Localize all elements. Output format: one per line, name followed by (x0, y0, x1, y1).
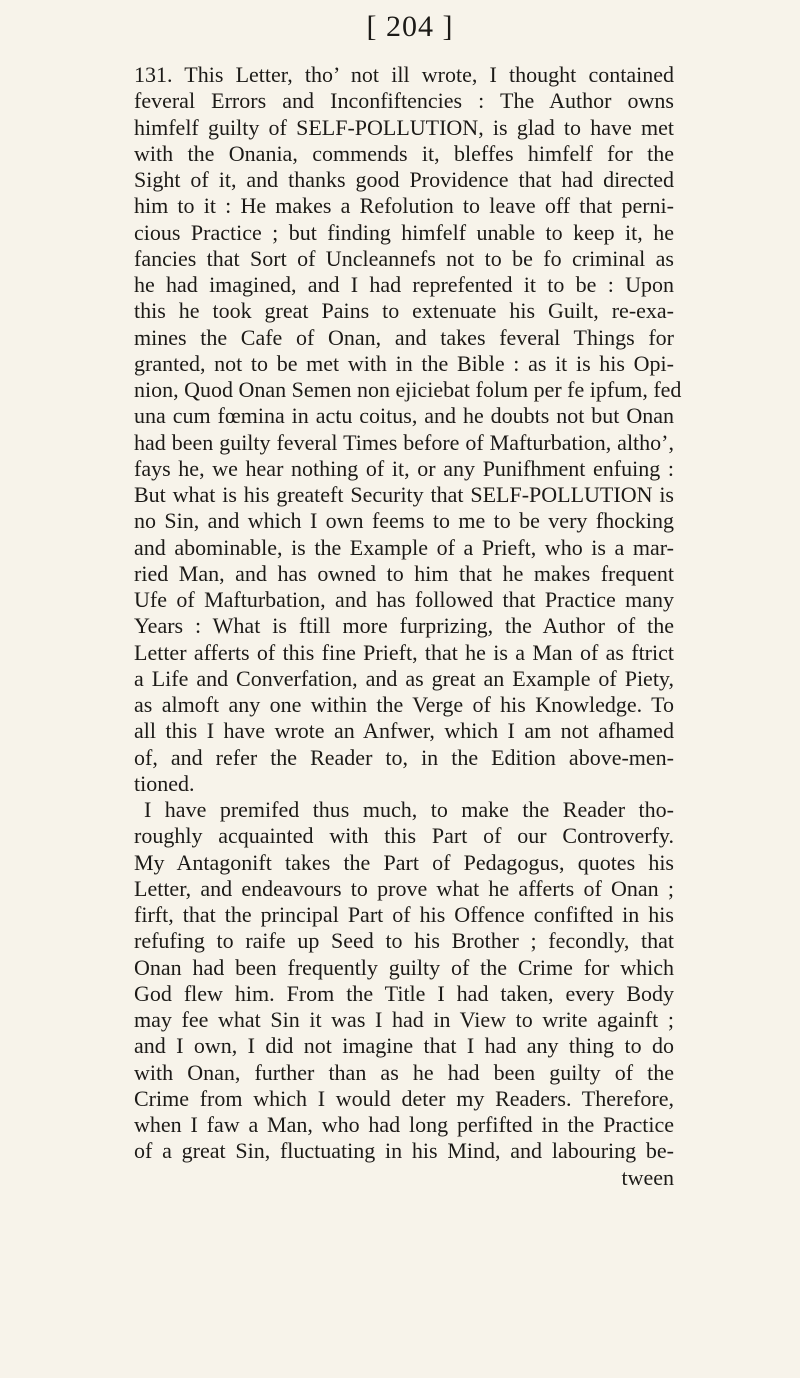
text-line: Crime from which I would deter my Readers. Therefore, (134, 1085, 674, 1111)
text-line: tioned. (134, 770, 195, 796)
text-line: with Onan, further than as he had been guilty of the (134, 1059, 674, 1085)
text-line: mines the Cafe of Onan, and takes feveral Things for (134, 324, 674, 350)
text-line: Letter, and endeavours to prove what he afferts of Onan ; (134, 875, 674, 901)
text-line: Ufe of Mafturbation, and has followed that Practice many (134, 587, 674, 612)
text-line: granted, not to be met with in the Bible : as it is his Opi- (134, 350, 674, 376)
text-line: him to it : He makes a Refolution to leave off that perni- (134, 193, 674, 219)
text-line: firft, that the principal Part of his Offence confifted in his (134, 902, 674, 927)
text-line: as almoft any one within the Verge of his Knowledge. To (134, 692, 674, 717)
page-number: [ 204 ] (366, 10, 454, 43)
text-line: Letter afferts of this fine Prieft, that he is a Man of as ftrict (134, 639, 674, 665)
text-line: may fee what Sin it was I had in View to write againft ; (134, 1007, 674, 1032)
text-line: una cum fœmina in actu coitus, and he doubts not but Onan (134, 403, 674, 429)
text-line: and I own, I did not imagine that I had any thing to do (134, 1033, 674, 1059)
text-line: Onan had been frequently guilty of the Crime for which (134, 954, 674, 980)
text-line: cious Practice ; but finding himfelf unable to keep it, he (134, 219, 674, 245)
body-text (134, 62, 682, 1191)
text-line: nion, Quod Onan Semen non ejiciebat folum per fe ipfum, fed (134, 377, 682, 402)
text-line: Sight of it, and thanks good Providence that had directed (134, 167, 674, 192)
text-line: when I faw a Man, who had long perfifted in the Practice (134, 1112, 674, 1137)
text-line: himfelf guilty of SELF-POLLUTION, is glad to have met (134, 114, 674, 140)
text-line: 131. This Letter, tho’ not ill wrote, I thought contained (134, 62, 674, 87)
text-line: roughly acquainted with this Part of our Controverfy. (134, 823, 674, 849)
text-line: all this I have wrote an Anfwer, which I am not afhamed (134, 718, 674, 744)
text-line: refufing to raife up Seed to his Brother ; fecondly, that (134, 928, 674, 954)
text-line: Years : What is ftill more furprizing, the Author of the (134, 613, 674, 639)
text-line: But what is his greateft Security that SELF-POLLUTION is (134, 482, 674, 507)
text-line: had been guilty feveral Times before of Mafturbation, altho’, (134, 429, 674, 455)
text-line: a Life and Converfation, and as great an Example of Piety, (134, 665, 674, 691)
text-line: ried Man, and has owned to him that he makes frequent (134, 560, 674, 586)
text-line: he had imagined, and I had reprefented it to be : Upon (134, 272, 674, 297)
catchword: tween (621, 1164, 674, 1190)
text-line: this he took great Pains to extenuate his Guilt, re-exa- (134, 298, 674, 324)
text-line: of a great Sin, fluctuating in his Mind, and labouring be- (134, 1138, 674, 1164)
text-line: I have premifed thus much, to make the Reader tho- (144, 797, 674, 822)
text-line: feveral Errors and Inconfiftencies : The Author owns (134, 88, 674, 114)
text-line: and abominable, is the Example of a Prieft, who is a mar- (134, 534, 674, 560)
text-line: with the Onania, commends it, bleffes himfelf for the (134, 140, 674, 166)
text-line: no Sin, and which I own feems to me to be very fhocking (134, 508, 674, 534)
text-line: God flew him. From the Title I had taken, every Body (134, 980, 674, 1006)
text-line: of, and refer the Reader to, in the Edition above-men- (134, 744, 674, 770)
text-line: fays he, we hear nothing of it, or any Punifhment enfuing : (134, 455, 674, 481)
text-line: fancies that Sort of Uncleannefs not to be fo criminal as (134, 245, 674, 271)
text-line: My Antagonift takes the Part of Pedagogus, quotes his (134, 849, 674, 875)
